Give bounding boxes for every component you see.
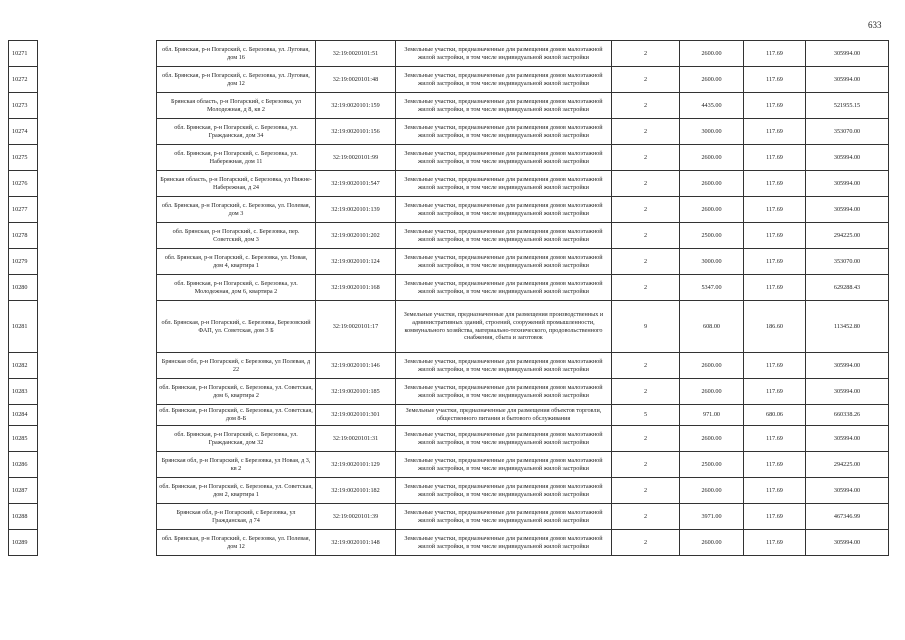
use-group-cell: 2 [612, 119, 680, 145]
address-cell: обл. Брянская, р-н Погарский, с. Березовка, ул. Советская, дом 6, квартира 2 [157, 379, 316, 405]
spacer-cell [38, 197, 157, 223]
specific-value-cell: 117.69 [744, 530, 806, 556]
spacer-cell [38, 530, 157, 556]
specific-value-cell: 117.69 [744, 197, 806, 223]
use-group-cell: 2 [612, 93, 680, 119]
cadastral-number-cell: 32:19:0020101:17 [316, 301, 396, 353]
address-cell: обл. Брянская, р-н Погарский, с. Березовка, пер. Советский, дом 3 [157, 223, 316, 249]
table-row [9, 452, 889, 478]
cadastral-number-cell: 32:19:0020101:168 [316, 275, 396, 301]
cadastral-value-cell: 113452.80 [806, 301, 889, 353]
land-registry-table [8, 40, 889, 556]
specific-value-cell: 117.69 [744, 426, 806, 452]
area-cell: 2600.00 [680, 145, 744, 171]
table-row [9, 379, 889, 405]
address-cell: обл. Брянская, р-н Погарский, с. Березовка, ул. Полевая, дом 3 [157, 197, 316, 223]
cadastral-number-cell: 32:19:0020101:99 [316, 145, 396, 171]
record-number-cell: 10287 [9, 478, 38, 504]
table-row [9, 197, 889, 223]
table-row [9, 67, 889, 93]
use-group-cell: 2 [612, 426, 680, 452]
cadastral-value-cell: 305994.00 [806, 478, 889, 504]
specific-value-cell: 117.69 [744, 41, 806, 67]
use-group-cell: 2 [612, 197, 680, 223]
cadastral-value-cell: 294225.00 [806, 223, 889, 249]
table-row [9, 171, 889, 197]
address-cell: Брянская область, р-н Погарский, с Березовка, ул Молодежная, д 8, кв 2 [157, 93, 316, 119]
record-number-cell: 10285 [9, 426, 38, 452]
record-number-cell: 10275 [9, 145, 38, 171]
area-cell: 2600.00 [680, 530, 744, 556]
address-cell: Брянская обл, р-н Погарский, с Березовка, ул Полевая, д 22 [157, 353, 316, 379]
permitted-use-cell: Земельные участки, предназначенные для размещения домов малоэтажной жилой застройки, в том числе индивидуальной жилой застройки [396, 119, 612, 145]
specific-value-cell: 117.69 [744, 67, 806, 93]
address-cell: обл. Брянская, р-н Погарский, с. Березовка, ул. Луговая, дом 12 [157, 67, 316, 93]
cadastral-number-cell: 32:19:0020101:182 [316, 478, 396, 504]
cadastral-number-cell: 32:19:0020101:129 [316, 452, 396, 478]
specific-value-cell: 117.69 [744, 275, 806, 301]
specific-value-cell: 117.69 [744, 504, 806, 530]
cadastral-number-cell: 32:19:0020101:547 [316, 171, 396, 197]
area-cell: 2600.00 [680, 197, 744, 223]
area-cell: 2600.00 [680, 41, 744, 67]
table-row [9, 275, 889, 301]
table-row [9, 504, 889, 530]
specific-value-cell: 117.69 [744, 452, 806, 478]
record-number-cell: 10286 [9, 452, 38, 478]
use-group-cell: 2 [612, 249, 680, 275]
cadastral-number-cell: 32:19:0020101:301 [316, 405, 396, 426]
area-cell: 2600.00 [680, 353, 744, 379]
table-row [9, 93, 889, 119]
record-number-cell: 10277 [9, 197, 38, 223]
use-group-cell: 5 [612, 405, 680, 426]
specific-value-cell: 117.69 [744, 478, 806, 504]
area-cell: 2600.00 [680, 379, 744, 405]
cadastral-value-cell: 305994.00 [806, 171, 889, 197]
address-cell: обл. Брянская, р-н Погарский, с. Березовка, ул. Молодежная, дом 6, квартира 2 [157, 275, 316, 301]
permitted-use-cell: Земельные участки, предназначенные для размещения домов малоэтажной жилой застройки, в том числе индивидуальной жилой застройки [396, 504, 612, 530]
record-number-cell: 10276 [9, 171, 38, 197]
use-group-cell: 2 [612, 504, 680, 530]
record-number-cell: 10283 [9, 379, 38, 405]
permitted-use-cell: Земельные участки, предназначенные для размещения домов малоэтажной жилой застройки, в том числе индивидуальной жилой застройки [396, 426, 612, 452]
spacer-cell [38, 405, 157, 426]
page-number: 633 [868, 20, 882, 30]
record-number-cell: 10273 [9, 93, 38, 119]
area-cell: 5347.00 [680, 275, 744, 301]
cadastral-value-cell: 305994.00 [806, 67, 889, 93]
address-cell: обл. Брянская, р-н Погарский, с. Березовка, ул. Полевая, дом 12 [157, 530, 316, 556]
spacer-cell [38, 145, 157, 171]
spacer-cell [38, 275, 157, 301]
permitted-use-cell: Земельные участки, предназначенные для размещения домов малоэтажной жилой застройки, в том числе индивидуальной жилой застройки [396, 93, 612, 119]
table-row [9, 301, 889, 353]
specific-value-cell: 117.69 [744, 171, 806, 197]
spacer-cell [38, 93, 157, 119]
specific-value-cell: 117.69 [744, 379, 806, 405]
specific-value-cell: 680.06 [744, 405, 806, 426]
record-number-cell: 10274 [9, 119, 38, 145]
cadastral-value-cell: 629288.43 [806, 275, 889, 301]
table-row [9, 145, 889, 171]
use-group-cell: 2 [612, 145, 680, 171]
use-group-cell: 2 [612, 353, 680, 379]
address-cell: обл. Брянская, р-н Погарский, с. Березовка, ул. Луговая, дом 16 [157, 41, 316, 67]
permitted-use-cell: Земельные участки, предназначенные для размещения домов малоэтажной жилой застройки, в том числе индивидуальной жилой застройки [396, 478, 612, 504]
area-cell: 2600.00 [680, 171, 744, 197]
record-number-cell: 10282 [9, 353, 38, 379]
area-cell: 2500.00 [680, 223, 744, 249]
area-cell: 3000.00 [680, 119, 744, 145]
table-row [9, 530, 889, 556]
use-group-cell: 2 [612, 275, 680, 301]
permitted-use-cell: Земельные участки, предназначенные для размещения домов малоэтажной жилой застройки, в том числе индивидуальной жилой застройки [396, 67, 612, 93]
spacer-cell [38, 353, 157, 379]
spacer-cell [38, 171, 157, 197]
permitted-use-cell: Земельные участки, предназначенные для размещения домов малоэтажной жилой застройки, в том числе индивидуальной жилой застройки [396, 223, 612, 249]
cadastral-value-cell: 467346.99 [806, 504, 889, 530]
cadastral-number-cell: 32:19:0020101:146 [316, 353, 396, 379]
permitted-use-cell: Земельные участки, предназначенные для размещения домов малоэтажной жилой застройки, в том числе индивидуальной жилой застройки [396, 197, 612, 223]
use-group-cell: 9 [612, 301, 680, 353]
cadastral-number-cell: 32:19:0020101:124 [316, 249, 396, 275]
permitted-use-cell: Земельные участки, предназначенные для размещения домов малоэтажной жилой застройки, в том числе индивидуальной жилой застройки [396, 41, 612, 67]
record-number-cell: 10288 [9, 504, 38, 530]
use-group-cell: 2 [612, 530, 680, 556]
specific-value-cell: 117.69 [744, 223, 806, 249]
use-group-cell: 2 [612, 223, 680, 249]
area-cell: 608.00 [680, 301, 744, 353]
area-cell: 2600.00 [680, 67, 744, 93]
cadastral-number-cell: 32:19:0020101:48 [316, 67, 396, 93]
address-cell: обл. Брянская, р-н Погарский, с. Березовка, ул. Советская, дом 2, квартира 1 [157, 478, 316, 504]
spacer-cell [38, 379, 157, 405]
cadastral-number-cell: 32:19:0020101:202 [316, 223, 396, 249]
permitted-use-cell: Земельные участки, предназначенные для размещения домов малоэтажной жилой застройки, в том числе индивидуальной жилой застройки [396, 530, 612, 556]
record-number-cell: 10280 [9, 275, 38, 301]
record-number-cell: 10271 [9, 41, 38, 67]
cadastral-value-cell: 521955.15 [806, 93, 889, 119]
permitted-use-cell: Земельные участки, предназначенные для размещения домов малоэтажной жилой застройки, в том числе индивидуальной жилой застройки [396, 275, 612, 301]
table-row [9, 405, 889, 426]
cadastral-value-cell: 353070.00 [806, 119, 889, 145]
record-number-cell: 10272 [9, 67, 38, 93]
permitted-use-cell: Земельные участки, предназначенные для размещения домов малоэтажной жилой застройки, в том числе индивидуальной жилой застройки [396, 452, 612, 478]
address-cell: обл. Брянская, р-н Погарский, с. Березовка, ул. Набережная, дом 11 [157, 145, 316, 171]
specific-value-cell: 117.69 [744, 145, 806, 171]
record-number-cell: 10279 [9, 249, 38, 275]
permitted-use-cell: Земельные участки, предназначенные для размещения домов малоэтажной жилой застройки, в том числе индивидуальной жилой застройки [396, 249, 612, 275]
address-cell: Брянская область, р-н Погарский, с Березовка, ул Нижне-Набережная, д 24 [157, 171, 316, 197]
address-cell: обл. Брянская, р-н Погарский, с. Березовка, ул. Советская, дом 8-Б [157, 405, 316, 426]
use-group-cell: 2 [612, 67, 680, 93]
area-cell: 4435.00 [680, 93, 744, 119]
cadastral-number-cell: 32:19:0020101:51 [316, 41, 396, 67]
cadastral-number-cell: 32:19:0020101:159 [316, 93, 396, 119]
specific-value-cell: 117.69 [744, 119, 806, 145]
spacer-cell [38, 426, 157, 452]
record-number-cell: 10289 [9, 530, 38, 556]
use-group-cell: 2 [612, 171, 680, 197]
spacer-cell [38, 478, 157, 504]
permitted-use-cell: Земельные участки, предназначенные для размещения домов малоэтажной жилой застройки, в том числе индивидуальной жилой застройки [396, 145, 612, 171]
table-row [9, 249, 889, 275]
area-cell: 2500.00 [680, 452, 744, 478]
table-row [9, 478, 889, 504]
address-cell: обл. Брянская, р-н Погарский, с. Березовка, Березовский ФАП, ул. Советская, дом 3 Б [157, 301, 316, 353]
cadastral-value-cell: 294225.00 [806, 452, 889, 478]
cadastral-value-cell: 305994.00 [806, 145, 889, 171]
cadastral-number-cell: 32:19:0020101:31 [316, 426, 396, 452]
permitted-use-cell: Земельные участки, предназначенные для размещения домов малоэтажной жилой застройки, в том числе индивидуальной жилой застройки [396, 379, 612, 405]
permitted-use-cell: Земельные участки, предназначенные для размещения объектов торговли, общественного питания и бытового обслуживания [396, 405, 612, 426]
address-cell: обл. Брянская, р-н Погарский, с. Березовка, ул. Гражданская, дом 34 [157, 119, 316, 145]
use-group-cell: 2 [612, 478, 680, 504]
cadastral-number-cell: 32:19:0020101:156 [316, 119, 396, 145]
table-row [9, 426, 889, 452]
specific-value-cell: 117.69 [744, 93, 806, 119]
permitted-use-cell: Земельные участки, предназначенные для размещения домов малоэтажной жилой застройки, в том числе индивидуальной жилой застройки [396, 353, 612, 379]
spacer-cell [38, 119, 157, 145]
permitted-use-cell: Земельные участки, предназначенные для размещения производственных и административных зданий, строений, сооружений промышленности, коммунального хозяйства, материально-технического, продовольственного снабжения, сбыта и заготовок [396, 301, 612, 353]
cadastral-number-cell: 32:19:0020101:185 [316, 379, 396, 405]
cadastral-value-cell: 305994.00 [806, 379, 889, 405]
address-cell: обл. Брянская, р-н Погарский, с. Березовка, ул. Новая, дом 4, квартира 1 [157, 249, 316, 275]
area-cell: 971.00 [680, 405, 744, 426]
area-cell: 2600.00 [680, 426, 744, 452]
address-cell: обл. Брянская, р-н Погарский, с. Березовка, ул. Гражданская, дом 32 [157, 426, 316, 452]
cadastral-number-cell: 32:19:0020101:148 [316, 530, 396, 556]
use-group-cell: 2 [612, 452, 680, 478]
use-group-cell: 2 [612, 379, 680, 405]
registry-body [9, 41, 889, 556]
table-row [9, 119, 889, 145]
spacer-cell [38, 41, 157, 67]
table-row [9, 41, 889, 67]
cadastral-value-cell: 305994.00 [806, 530, 889, 556]
record-number-cell: 10278 [9, 223, 38, 249]
cadastral-number-cell: 32:19:0020101:39 [316, 504, 396, 530]
spacer-cell [38, 67, 157, 93]
spacer-cell [38, 504, 157, 530]
record-number-cell: 10281 [9, 301, 38, 353]
cadastral-value-cell: 660338.26 [806, 405, 889, 426]
specific-value-cell: 186.60 [744, 301, 806, 353]
permitted-use-cell: Земельные участки, предназначенные для размещения домов малоэтажной жилой застройки, в том числе индивидуальной жилой застройки [396, 171, 612, 197]
table-row [9, 223, 889, 249]
cadastral-value-cell: 305994.00 [806, 41, 889, 67]
address-cell: Брянская обл, р-н Погарский, с Березовка, ул Новая, д 3, кв 2 [157, 452, 316, 478]
cadastral-value-cell: 305994.00 [806, 426, 889, 452]
area-cell: 2600.00 [680, 478, 744, 504]
spacer-cell [38, 249, 157, 275]
specific-value-cell: 117.69 [744, 353, 806, 379]
cadastral-value-cell: 305994.00 [806, 353, 889, 379]
table-row [9, 353, 889, 379]
spacer-cell [38, 223, 157, 249]
address-cell: Брянская обл, р-н Погарский, с Березовка, ул Гражданская, д 74 [157, 504, 316, 530]
spacer-cell [38, 452, 157, 478]
record-number-cell: 10284 [9, 405, 38, 426]
area-cell: 3971.00 [680, 504, 744, 530]
use-group-cell: 2 [612, 41, 680, 67]
cadastral-value-cell: 305994.00 [806, 197, 889, 223]
cadastral-value-cell: 353070.00 [806, 249, 889, 275]
area-cell: 3000.00 [680, 249, 744, 275]
specific-value-cell: 117.69 [744, 249, 806, 275]
spacer-cell [38, 301, 157, 353]
cadastral-number-cell: 32:19:0020101:139 [316, 197, 396, 223]
